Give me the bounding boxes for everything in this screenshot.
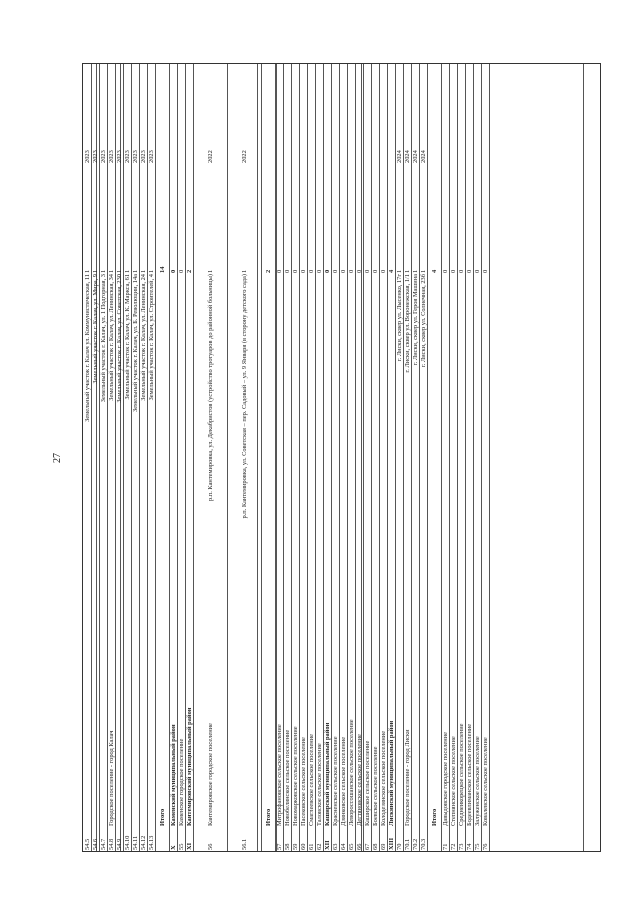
- cell-settlement: Итого: [158, 808, 166, 826]
- cell-no: 71: [441, 843, 449, 850]
- cell-object: Земельный участок г. Калач, ул. Ленинская, 24: [139, 274, 147, 401]
- cell-count: 1: [147, 269, 155, 273]
- cell-settlement: Городское поселение - город Лиски: [403, 729, 411, 826]
- cell-year: 2023: [139, 150, 147, 163]
- cell-no: 72: [449, 843, 457, 850]
- cell-count: 1: [131, 269, 139, 273]
- cell-settlement: Лискинский муниципальный район: [387, 720, 395, 826]
- cell-settlement: Залуженское сельское поселение: [473, 736, 481, 826]
- cell-settlement: Итого: [264, 808, 272, 826]
- cell-count: 0: [323, 269, 331, 273]
- row-divider: [227, 64, 228, 851]
- cell-count: 0: [283, 269, 291, 273]
- cell-year: 2024: [411, 150, 419, 163]
- cell-no: 54.5: [83, 838, 91, 850]
- cell-no: 54.11: [131, 835, 139, 850]
- cell-no: 69: [379, 843, 387, 850]
- row-divider: [427, 64, 428, 851]
- cell-no: 65: [347, 843, 355, 850]
- cell-year: 2022: [206, 150, 214, 163]
- cell-no: 54.12: [139, 835, 147, 850]
- cell-no: XIII: [387, 837, 395, 850]
- cell-settlement: Каменский муниципальный район: [169, 724, 177, 826]
- cell-count: 0: [331, 269, 339, 273]
- cell-count: 1: [115, 269, 123, 273]
- cell-year: 2023: [147, 150, 155, 163]
- cell-object: р.п. Кантемировка, ул. Советская – пер. Садовый – ул. 9 Января (в сторону детского сада): [240, 274, 248, 519]
- cell-count: 0: [315, 269, 323, 273]
- cell-no: X: [169, 845, 177, 850]
- cell-count: 0: [339, 269, 347, 273]
- cell-year: 2023: [83, 150, 91, 163]
- column-divider: [583, 64, 584, 851]
- cell-settlement: Боевское сельское поселение: [371, 746, 379, 826]
- cell-no: 54.9: [115, 838, 123, 850]
- cell-count: 0: [177, 269, 185, 273]
- cell-settlement: Степнянское сельское поселение: [449, 736, 457, 826]
- cell-object: р.п. Кантемировка, ул. Декабристов (устройство тротуаров до районной больницы): [206, 274, 214, 501]
- cell-object: г. Лиски, сквер ул. Лысенко, 17г: [395, 274, 403, 362]
- cell-no: XI: [185, 842, 193, 850]
- cell-object: Земельный участок г. Калач, ул. 1 Подгорная, 3: [99, 274, 107, 403]
- cell-count: 2: [185, 269, 193, 273]
- cell-settlement: Митрофановское сельское поселение: [275, 724, 283, 826]
- cell-object: г. Лиски, сквер ул. Героя Машина: [411, 274, 419, 366]
- cell-settlement: Левороссошанское сельское поселение: [347, 719, 355, 826]
- cell-no: 75: [473, 843, 481, 850]
- cell-no: 68: [371, 843, 379, 850]
- cell-no: 70.3: [419, 838, 427, 850]
- cell-settlement: Кантемировский муниципальный район: [185, 707, 193, 826]
- cell-settlement: Кантемировское городское поселение: [206, 723, 214, 826]
- cell-count: 1: [107, 269, 115, 273]
- cell-no: 57: [275, 843, 283, 850]
- cell-no: 61: [307, 843, 315, 850]
- cell-no: 64: [339, 843, 347, 850]
- cell-count: 0: [347, 269, 355, 273]
- cell-count: 1: [403, 269, 411, 273]
- cell-year: 2024: [395, 150, 403, 163]
- cell-settlement: Колодезянское сельское поселение: [379, 730, 387, 826]
- cell-count: 0: [355, 269, 363, 273]
- cell-count: 1: [395, 269, 403, 273]
- cell-count: 0: [371, 269, 379, 273]
- row-divider: [193, 64, 194, 851]
- cell-year: 2024: [403, 150, 411, 163]
- cell-count: 1: [91, 269, 99, 273]
- cell-count: 4: [430, 269, 438, 273]
- cell-object: Земельный участок г. Калач, ул. Б. Революции, 14а: [131, 274, 139, 412]
- cell-year: 2023: [123, 150, 131, 163]
- cell-year: 2023: [91, 150, 99, 163]
- cell-count: 1: [123, 269, 131, 273]
- cell-no: 54.13: [147, 835, 155, 850]
- cell-count: 0: [481, 269, 489, 273]
- cell-settlement: Каширский муниципальный район: [323, 722, 331, 826]
- cell-count: 2: [264, 269, 272, 273]
- cell-count: 1: [206, 269, 214, 273]
- cell-count: 1: [83, 269, 91, 273]
- cell-no: 70.1: [403, 838, 411, 850]
- cell-count: 1: [419, 269, 427, 273]
- cell-no: 66: [355, 843, 363, 850]
- cell-no: 73: [457, 843, 465, 850]
- cell-no: 76: [481, 843, 489, 850]
- cell-count: 0: [379, 269, 387, 273]
- cell-count: 0: [449, 269, 457, 273]
- cell-year: 2023: [115, 150, 123, 163]
- cell-object: Земельный участок г. Калач, ул. Советская, 230: [115, 274, 123, 403]
- cell-settlement: Новобелянское сельское поселение: [283, 729, 291, 826]
- cell-settlement: Каширское сельское поселение: [363, 740, 371, 826]
- row-divider: [155, 64, 156, 851]
- cell-settlement: Среднеикорецкое сельское поселение: [457, 723, 465, 826]
- cell-count: 0: [465, 269, 473, 273]
- cell-no: 54.6: [91, 838, 99, 850]
- cell-no: 74: [465, 843, 473, 850]
- cell-settlement: Каменское городское поселение: [177, 738, 185, 826]
- cell-year: 2023: [107, 150, 115, 163]
- cell-settlement: Бодеевлиманское сельское поселение: [465, 723, 473, 826]
- row-divider: [489, 64, 490, 851]
- cell-object: г. Лиски, сквер ул. Воронежская, 1/1: [403, 274, 411, 373]
- cell-settlement: Дзянковское сельское поселение: [339, 736, 347, 826]
- cell-object: Земельный участок г. Калач, ул. Мира, 9: [91, 274, 99, 384]
- cell-settlement: Городское поселение - город Калач: [107, 730, 115, 826]
- cell-no: 63: [331, 843, 339, 850]
- cell-year: 2022: [240, 150, 248, 163]
- cell-settlement: Итого: [430, 808, 438, 826]
- data-table: [82, 63, 601, 852]
- cell-count: 1: [139, 269, 147, 273]
- cell-year: 2023: [131, 150, 139, 163]
- cell-settlement: Смаглеевское сельское поселение: [307, 734, 315, 826]
- cell-no: 54.8: [107, 838, 115, 850]
- cell-object: Земельный участок г. Калач ул. Коммунистическая, 11: [83, 274, 91, 422]
- cell-no: 60: [299, 843, 307, 850]
- cell-object: г. Лиски, сквер ул. Солнечная, 23б: [419, 274, 427, 368]
- cell-count: 0: [457, 269, 465, 273]
- cell-no: 56: [206, 843, 214, 850]
- cell-count: 1: [411, 269, 419, 273]
- cell-count: 14: [158, 266, 166, 273]
- cell-count: 0: [307, 269, 315, 273]
- cell-object: Земельный участок г. Калач, ул. Ленинская, 34: [107, 274, 115, 401]
- cell-object: Земельный участок г. Калач, ул. Строителей, 4: [147, 274, 155, 401]
- cell-settlement: Давыдовское городское поселение: [441, 732, 449, 826]
- cell-no: XII: [323, 840, 331, 850]
- cell-count: 0: [473, 269, 481, 273]
- cell-count: 0: [363, 269, 371, 273]
- cell-count: 1: [240, 269, 248, 273]
- cell-count: 4: [387, 269, 395, 273]
- cell-no: 59: [291, 843, 299, 850]
- cell-no: 56.1: [240, 838, 248, 850]
- cell-object: Земельный участок г. Калач, ул. К. Маркса, 61: [123, 274, 131, 400]
- cell-count: 0: [291, 269, 299, 273]
- row-divider: [261, 64, 262, 851]
- cell-count: 1: [99, 269, 107, 273]
- page-number: 27: [52, 453, 63, 463]
- cell-count: 0: [299, 269, 307, 273]
- cell-settlement: Ковалевское сельское поселение: [481, 737, 489, 826]
- cell-no: 54.7: [99, 838, 107, 850]
- cell-year: 2023: [99, 150, 107, 163]
- cell-settlement: Красненское сельское поселение: [331, 736, 339, 826]
- cell-no: 70: [395, 843, 403, 850]
- cell-year: 2024: [419, 150, 427, 163]
- cell-settlement: Новомарковское сельское поселение: [291, 726, 299, 826]
- cell-count: 0: [275, 269, 283, 273]
- cell-no: 55: [177, 843, 185, 850]
- cell-settlement: Дегтяновское сельское поселение: [355, 734, 363, 826]
- cell-no: 58: [283, 843, 291, 850]
- cell-count: 0: [441, 269, 449, 273]
- cell-no: 62: [315, 843, 323, 850]
- cell-no: 70.2: [411, 838, 419, 850]
- cell-count: 0: [169, 269, 177, 273]
- cell-no: 54.10: [123, 835, 131, 850]
- cell-no: 67: [363, 843, 371, 850]
- column-divider: [257, 64, 258, 851]
- cell-settlement: Пасековское сельское поселение: [299, 737, 307, 826]
- cell-settlement: Таловское сельское поселение: [315, 743, 323, 826]
